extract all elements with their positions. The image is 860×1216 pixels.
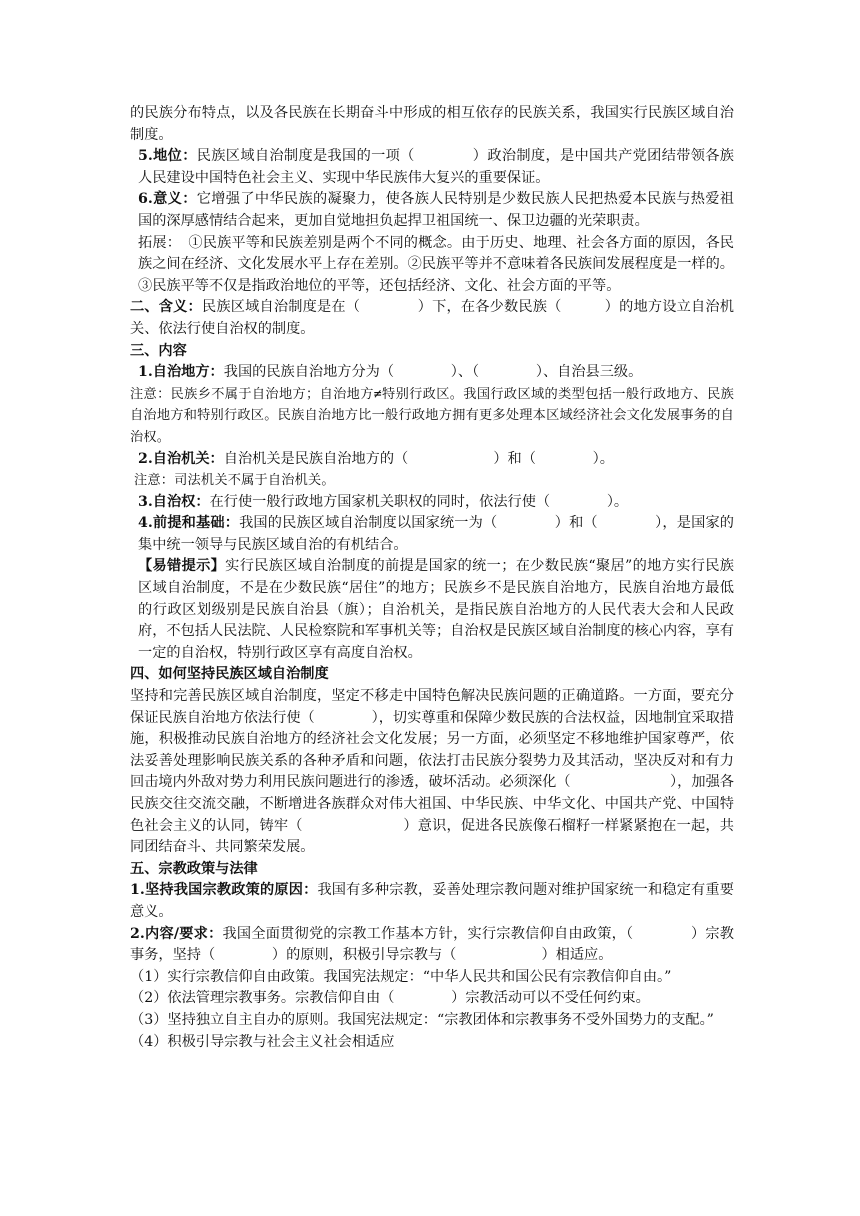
section-meaning-heading: 二、含义：: [130, 299, 202, 316]
autonomous-areas-label: 1.自治地方：: [138, 364, 224, 381]
item-religion-content: [130, 924, 734, 967]
item-autonomous-organs: [130, 449, 734, 471]
paragraph-uphold: 坚持和完善民族区域自治制度，坚定不移走中国特色解决民族问题的正确道路。一方面，要充分保证民族自治地方依法行使（ ），切实尊重和保障少数民族的合法权益，因地制宜采取措施，积极推动民族自治地方的经济社会文化发展；另一方面，必须坚定不移地维护国家尊严，依法妥善处理影响民族关系的各种矛盾和问题，依法打击民族分裂势力及其活动，坚决反对和有力回击境内外敌对势力利用民族问题进行的渗透，破坏活动。必须深化（ ），加强各民族交往交流交融，不断增进各族群众对伟大祖国、中华民族、中华文化、中国共产党、中国特色社会主义的认同，铸牢（ ）意识，促进各民族像石榴籽一样紧紧抱在一起，共同团结奋斗、共同繁荣发展。: [130, 688, 734, 856]
autonomous-organs-label: 2.自治机关：: [138, 450, 224, 467]
religion-reason-text: 我国有多种宗教，妥善处理宗教问题对维护国家统一和稳定有重要意义。: [130, 882, 734, 920]
section-meaning: [130, 297, 734, 340]
autonomy-right-text: 在行使一般行政地方国家机关职权的同时，依法行使（ ）。: [209, 493, 629, 510]
paragraph-status: [130, 146, 734, 189]
section-uphold-heading: 四、如何坚持民族区域自治制度: [130, 666, 329, 683]
significance-text: 它增强了中华民族的凝聚力，使各族人民特别是少数民族人民把热爱本民族与热爱祖国的深厚感情结合起来，更加自觉地担负起捍卫祖国统一、保卫边疆的光荣职责。: [138, 191, 734, 229]
paragraph-significance: [130, 189, 734, 232]
item-autonomy-right: [130, 492, 734, 514]
paragraph-error-tip: [130, 556, 734, 664]
religion-point-1: （1）实行宗教信仰自由政策。我国宪法规定：“中华人民共和国公民有宗教信仰自由。”: [130, 968, 672, 985]
autonomy-right-label: 3.自治权：: [138, 493, 210, 510]
autonomous-areas-text: 我国的民族自治地方分为（ ）、（ ）、自治县三级。: [223, 364, 643, 381]
religion-content-text: 我国全面贯彻党的宗教工作基本方针，实行宗教信仰自由政策，（ ）宗教事务，坚持（ ）的原则，积极引导宗教与（ ）相适应。: [130, 925, 734, 964]
religion-point-4: （4）积极引导宗教与社会主义社会相适应: [130, 1033, 395, 1050]
note-judicial-organs: 注意：司法机关不属于自治机关。: [134, 473, 335, 489]
religion-content-label: 2.内容/要求：: [130, 925, 223, 942]
status-label: 5.地位：: [138, 148, 197, 165]
section-religion-heading: 五、宗教政策与法律: [130, 860, 258, 877]
item-premise-basis: [130, 513, 734, 556]
section-content-heading: 三、内容: [130, 342, 187, 359]
item-autonomous-areas: [130, 362, 734, 384]
paragraph-extension: 拓展： ①民族平等和民族差别是两个不同的概念。由于历史、地理、社会各方面的原因，各民族之间在经济、文化发展水平上存在差别。②民族平等并不意味着各民族间发展程度是一样的。③民族平等不仅是指政治地位的平等，还包括经济、文化、社会方面的平等。: [138, 234, 734, 294]
autonomous-organs-text: 自治机关是民族自治地方的（ ）和（ ）。: [223, 450, 614, 467]
section-meaning-text: 民族区域自治制度是在（ ）下，在各少数民族（ ）的地方设立自治机关、依法行使自治权的制度。: [130, 299, 734, 337]
error-tip-text: 实行民族区域自治制度的前提是国家的统一；在少数民族“聚居”的地方实行民族区域自治制度，不是在少数民族“居住”的地方；民族乡不是民族自治地方，民族自治地方最低的行政区划级别是民族自治县（旗）；自治机关，是指民族自治地方的人民代表大会和人民政府，不包括人民法院、人民检察院和军事机关等；自治权是民族区域自治制度的核心内容，享有一定的自治权，特别行政区享有高度自治权。: [138, 558, 734, 661]
religion-point-3: （3）坚持独立自主自办的原则。我国宪法规定：“宗教团体和宗教事务不受外国势力的支配。”: [130, 1011, 714, 1028]
significance-label: 6.意义：: [138, 191, 197, 208]
note-autonomous-areas: 注意：民族乡不属于自治地方；自治地方≠特别行政区。我国行政区域的类型包括一般行政地方、民族自治地方和特别行政区。民族自治地方比一般行政地方拥有更多处理本区域经济社会文化发展事务的自治权。: [130, 386, 734, 445]
premise-basis-text: 我国的民族区域自治制度以国家统一为（ ）和（ ），是国家的集中统一领导与民族区域自治的有机结合。: [138, 515, 734, 553]
status-text: 民族区域自治制度是我国的一项（ ）政治制度，是中国共产党团结带领各族人民建设中国特色社会主义、实现中华民族伟大复兴的重要保证。: [138, 148, 734, 186]
paragraph-autonomy-intro: 的民族分布特点，以及各民族在长期奋斗中形成的相互依存的民族关系，我国实行民族区域自治制度。: [130, 105, 734, 143]
item-religion-reason: [130, 880, 734, 923]
error-tip-label: 【易错提示】: [138, 558, 226, 575]
document-content: [130, 103, 734, 1053]
religion-point-2: （2）依法管理宗教事务。宗教信仰自由（ ）宗教活动可以不受任何约束。: [130, 990, 650, 1007]
premise-basis-label: 4.前提和基础：: [138, 515, 240, 532]
religion-reason-label: 1.坚持我国宗教政策的原因：: [130, 882, 318, 899]
